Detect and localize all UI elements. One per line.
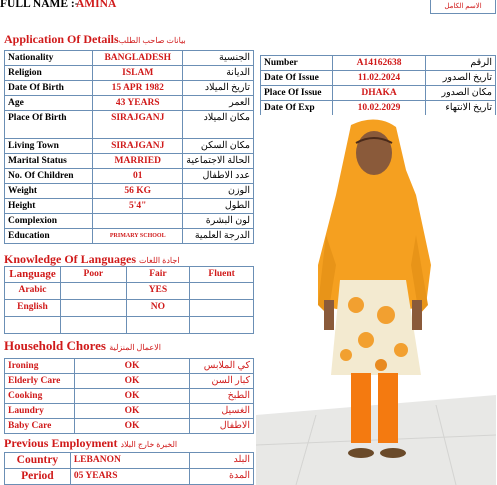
application-section-title [4,32,186,47]
application-arabic-label: الدرجة العلمية [183,229,254,244]
chores-arabic-label: الغسيل [190,404,254,419]
application-label: Complexion [5,214,93,229]
chores-arabic-label: كبار السن [190,374,254,389]
application-value: 5'4" [93,199,183,214]
chores-value: OK [74,389,189,404]
application-label: Age [5,96,93,111]
passport-label: Date Of Exp [261,101,333,116]
application-value: 43 YEARS [93,96,183,111]
application-value: 15 APR 1982 [93,81,183,96]
employment-table [4,452,254,485]
application-label: Place Of Birth [5,111,93,139]
application-arabic-label: عدد الاطفال [183,169,254,184]
passport-table [260,55,496,116]
passport-label: Date Of Issue [261,71,333,86]
passport-arabic-label: الرقم [426,56,496,71]
application-value: 56 KG [93,184,183,199]
lang-row-english-name: English [5,300,61,317]
application-row [5,111,254,139]
application-label: Living Town [5,139,93,154]
application-value: MARRIED [93,154,183,169]
lang-row-english-fluent [190,300,254,317]
application-arabic-label: الوزن [183,184,254,199]
lang-row-arabic-fluent [190,283,254,300]
chores-label: Cooking [5,389,75,404]
application-title-ar: بيانات صاحب الطلب [118,36,186,45]
lang-header-fair: Fair [126,267,190,283]
lang-row-empty-name [5,317,61,334]
candidate-photo [256,115,496,485]
application-title-en: Application Of Details [4,32,119,46]
application-row [5,81,254,96]
chores-arabic-label: كي الملابس [190,359,254,374]
passport-label: Number [261,56,333,71]
application-row [5,51,254,66]
application-arabic-label: مكان السكن [183,139,254,154]
languages-title-ar: اجادة اللغات [139,256,180,265]
chores-row [5,374,254,389]
lang-header-poor: Poor [60,267,126,283]
chores-value: OK [74,374,189,389]
employment-section-title [4,436,177,451]
chores-row [5,389,254,404]
passport-row [261,86,496,101]
application-row [5,199,254,214]
passport-label: Place Of Issue [261,86,333,101]
application-label: Height [5,199,93,214]
application-value: 01 [93,169,183,184]
passport-value: A14162638 [332,56,425,71]
application-arabic-label: العمر [183,96,254,111]
lang-row-empty-fair [126,317,190,334]
application-row [5,184,254,199]
application-arabic-label: لون البشرة [183,214,254,229]
application-value: PRIMARY SCHOOL [93,229,183,244]
passport-value: 10.02.2029 [332,101,425,116]
chores-title-en: Household Chores [4,338,106,353]
full-name-label: FULL NAME :- [0,0,79,10]
passport-arabic-label: مكان الصدور [426,86,496,101]
passport-row [261,71,496,86]
employment-period-label: Period [5,469,71,485]
lang-row-empty-fluent [190,317,254,334]
header-bar [0,0,497,14]
employment-period-value: 05 YEARS [70,469,189,485]
lang-row-english-poor [60,300,126,317]
application-arabic-label: الطول [183,199,254,214]
employment-country-ar: البلد [190,453,254,469]
passport-arabic-label: تاريخ الصدور [426,71,496,86]
application-value: SIRAJGANJ [93,139,183,154]
lang-header-language: Language [5,267,61,283]
lang-row-empty-poor [60,317,126,334]
chores-label: Ironing [5,359,75,374]
full-name-arabic-label: الاسم الكامل [430,0,496,14]
chores-row [5,404,254,419]
chores-value: OK [74,404,189,419]
application-label: Education [5,229,93,244]
application-label: No. Of Children [5,169,93,184]
application-row [5,169,254,184]
application-label: Date Of Birth [5,81,93,96]
application-row [5,154,254,169]
application-label: Marital Status [5,154,93,169]
chores-label: Laundry [5,404,75,419]
application-row [5,229,254,244]
application-value: BANGLADESH [93,51,183,66]
application-arabic-label: الجنسية [183,51,254,66]
lang-row-arabic-fair: YES [126,283,190,300]
chores-section-title [4,338,161,354]
application-arabic-label: الحالة الاجتماعية [183,154,254,169]
application-row [5,214,254,229]
languages-title-en: Knowledge Of Languages [4,252,137,266]
application-table [4,50,254,244]
passport-value: 11.02.2024 [332,71,425,86]
lang-row-english-fair: NO [126,300,190,317]
chores-table [4,358,254,434]
chores-label: Baby Care [5,419,75,434]
lang-row-arabic-poor [60,283,126,300]
employment-title-en: Previous Employment [4,436,118,450]
passport-arabic-label: تاريخ الانتهاء [426,101,496,116]
chores-arabic-label: الطبخ [190,389,254,404]
chores-row [5,359,254,374]
application-label: Weight [5,184,93,199]
application-value: SIRAJGANJ [93,111,183,139]
passport-row [261,101,496,116]
application-arabic-label: مكان الميلاد [183,111,254,139]
lang-row-arabic-name: Arabic [5,283,61,300]
languages-table [4,266,254,334]
employment-title-ar: الخبرة خارج البلاد [120,440,178,449]
employment-country-value: LEBANON [70,453,189,469]
passport-row [261,56,496,71]
languages-section-title [4,252,180,267]
employment-period-ar: المدة [190,469,254,485]
application-arabic-label: الديانة [183,66,254,81]
lang-header-fluent: Fluent [190,267,254,283]
application-label: Religion [5,66,93,81]
chores-value: OK [74,359,189,374]
chores-arabic-label: الاطفال [190,419,254,434]
chores-label: Elderly Care [5,374,75,389]
full-name-value: AMINA [76,0,117,10]
application-row [5,96,254,111]
chores-value: OK [74,419,189,434]
application-row [5,66,254,81]
application-arabic-label: تاريخ الميلاد [183,81,254,96]
application-value [93,214,183,229]
application-label: Nationality [5,51,93,66]
chores-row [5,419,254,434]
application-row [5,139,254,154]
chores-title-ar: الاعمال المنزلية [109,343,161,352]
employment-country-label: Country [5,453,71,469]
passport-value: DHAKA [332,86,425,101]
application-value: ISLAM [93,66,183,81]
